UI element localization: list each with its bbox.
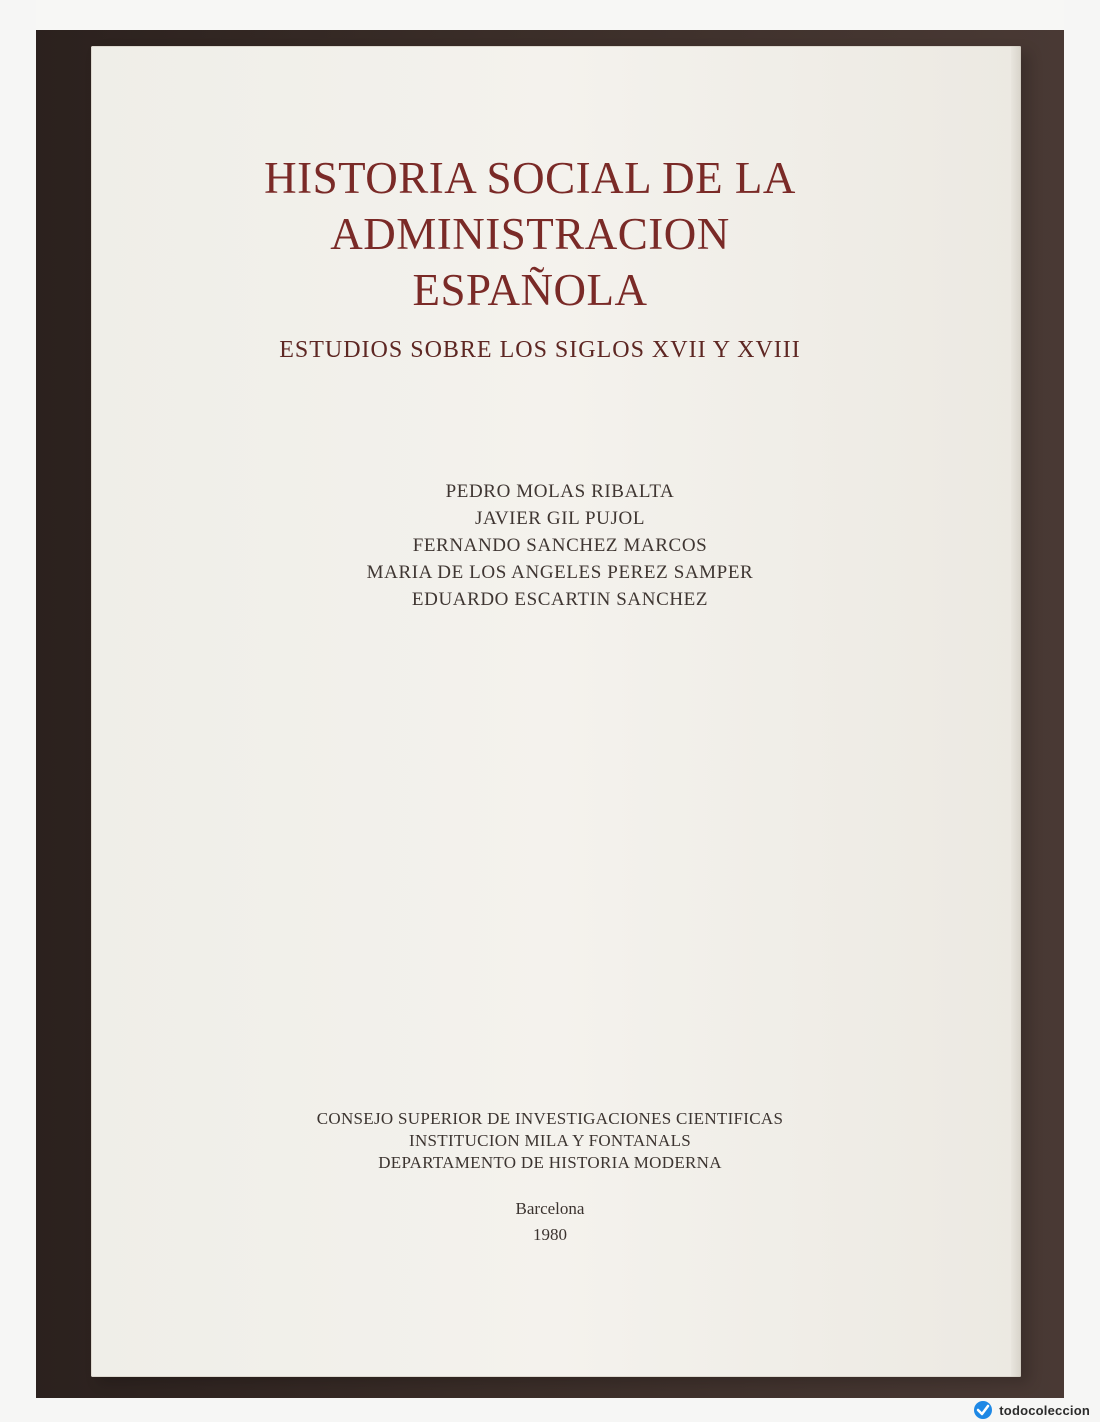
publication-city: Barcelona xyxy=(515,1199,585,1218)
publisher-institution xyxy=(180,1108,920,1174)
book-title-line-3: ESPAÑOLA xyxy=(412,265,648,315)
author-name: MARIA DE LOS ANGELES PEREZ SAMPER xyxy=(366,562,754,583)
photo-background-bottom xyxy=(0,1398,1100,1422)
author-list xyxy=(240,478,880,613)
institution-line: INSTITUCION MILA Y FONTANALS xyxy=(408,1131,692,1150)
book-title xyxy=(140,150,920,318)
author-name: JAVIER GIL PUJOL xyxy=(474,508,646,529)
publication-year: 1980 xyxy=(533,1225,567,1244)
author-name: FERNANDO SANCHEZ MARCOS xyxy=(412,535,708,556)
book-title-line-2: ADMINISTRACION xyxy=(330,209,730,259)
watermark-text: todocoleccion xyxy=(999,1402,1090,1418)
photo-background-left xyxy=(0,0,36,1422)
institution-line: CONSEJO SUPERIOR DE INVESTIGACIONES CIENTIFICAS xyxy=(316,1109,784,1128)
book-title-line-1: HISTORIA SOCIAL DE LA xyxy=(264,153,796,203)
todocoleccion-watermark xyxy=(973,1400,1090,1420)
institution-line: DEPARTAMENTO DE HISTORIA MODERNA xyxy=(378,1153,722,1172)
photo-background-right xyxy=(1064,0,1100,1422)
book-subtitle: ESTUDIOS SOBRE LOS SIGLOS XVII Y XVIII xyxy=(279,337,801,363)
photo-background-top xyxy=(0,0,1100,30)
author-name: EDUARDO ESCARTIN SANCHEZ xyxy=(411,589,709,610)
todocoleccion-logo-icon xyxy=(973,1400,993,1420)
author-name: PEDRO MOLAS RIBALTA xyxy=(445,481,675,502)
book-cover-edge xyxy=(1011,46,1021,1377)
